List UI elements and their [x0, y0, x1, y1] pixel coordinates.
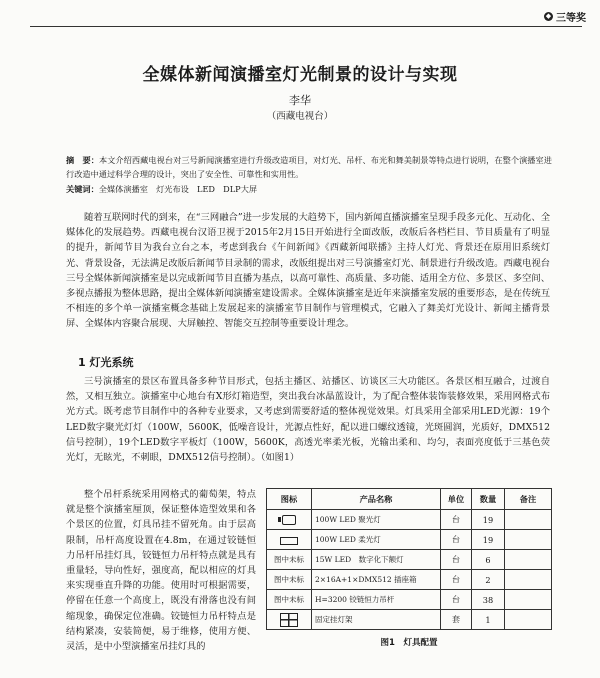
lighting-paragraph: 三号演播室的景区布置具备多种节目形式，包括主播区、站播区、访谈区三大功能区。各景区相互融合，过渡自然，又相互独立。演播室中心地台有X形灯箱造型，突出我台冰晶蓝设计，为了配合整体装饰装修效果，采用网格式布光方式。既考虑节目制作中的各种专业要求，又考虑到需要舒适的整体视觉效果。灯具采用全部采用LED光源：19个LED数字聚光灯灯（100W，5600K，低噪音设计，光源点性好，配以进口螺纹透镜，光斑圆润，光质好，DMX512信号控制），19个LED数字平板灯（100W，5600K，高透光率柔光板，光输出柔和、均匀，表面亮度低于三基色荧光灯，无眩光，不刺眼，DMX512信号控制）。（如图1）: [66, 376, 550, 464]
table-cell-unit: 套: [441, 610, 472, 630]
table-cell-icon: [267, 510, 312, 530]
table-header: 图标: [267, 489, 312, 510]
table-cell-qty: 1: [472, 610, 505, 630]
table-cell-unit: 台: [441, 510, 472, 530]
table-header: 单位: [441, 489, 472, 510]
table-cell-name: 15W LED 数字化下额灯: [312, 550, 441, 570]
table-row: [267, 570, 552, 590]
table-cell-qty: 6: [472, 550, 505, 570]
fixed-grid-icon: [280, 613, 298, 627]
table-cell-note: [505, 570, 552, 590]
table-cell-icon: 图中未标: [267, 570, 312, 590]
table-cell-note: [505, 530, 552, 550]
table-cell-name: 固定挂灯架: [312, 610, 441, 630]
hoist-paragraph: 整个吊杆系统采用网格式的葡萄架，特点就是整个演播室厘顶，保证整体造型效果和各个景区的位置，灯具吊挂不留死角。由于层高限制，吊杆高度设置在4.8m，在通过铰链恒力吊杆吊挂灯具，铰链恒力吊杆特点就是具有重量轻，导向性好，强度高，配以相应的灯具来实现垂直升降的功能。使用时可根据需要，停留在任意一个高度上，既没有滑落也没有间缩现象，确保定位准确。铰链恒力吊杆特点是结构紧凑，安装简便，易于维修，使用方便、灵活，是中小型演播室吊挂灯具的: [66, 489, 256, 653]
header-rule: [30, 26, 582, 27]
table-row: [267, 610, 552, 630]
table-cell-unit: 台: [441, 590, 472, 610]
table-row: [267, 590, 552, 610]
table-cell-note: [505, 610, 552, 630]
table-cell-name: H=3200 铰链恒力吊杆: [312, 590, 441, 610]
table-cell-icon: [267, 610, 312, 630]
table-header: 备注: [505, 489, 552, 510]
article-title: 全媒体新闻演播室灯光制景的设计与实现: [142, 65, 458, 85]
abstract-label: 摘 要：: [66, 155, 99, 165]
table-cell-name: 2×16A+1×DMX512 插座箱: [312, 570, 441, 590]
table-header: 数量: [472, 489, 505, 510]
table-cell-name: 100W LED 柔光灯: [312, 530, 441, 550]
table-row: [267, 530, 552, 550]
table-cell-qty: 2: [472, 570, 505, 590]
table-cell-qty: 19: [472, 530, 505, 550]
table-cell-icon: 图中未标: [267, 590, 312, 610]
award-badge-text: 三等奖: [556, 13, 586, 24]
table-cell-qty: 19: [472, 510, 505, 530]
table-cell-unit: 台: [441, 570, 472, 590]
section-heading: 1 灯光系统: [78, 356, 134, 369]
keywords-text: 全媒体演播室 灯光布设 LED DLP大屏: [98, 184, 258, 194]
article-author: 李华: [289, 94, 311, 107]
table-cell-name: 100W LED 聚光灯: [312, 510, 441, 530]
keywords: [66, 183, 552, 195]
table-caption: 图1 灯具配置: [380, 638, 438, 648]
led-spotlight-icon: [282, 515, 296, 525]
table-row: [267, 510, 552, 530]
abstract: [66, 153, 552, 181]
table-cell-note: [505, 510, 552, 530]
keywords-label: 关键词：: [66, 184, 99, 194]
table-cell-icon: [267, 530, 312, 550]
abstract-text: 本文介绍西藏电视台对三号新闻演播室进行升级改造项目，对灯光、吊杆、布光和舞美制景等特点进行说明，在整个演播室进行改造中通过科学合理的设计，突出了安全性、可靠性和实用性。: [66, 155, 552, 179]
circled-number-icon: ◆: [545, 12, 552, 20]
intro-paragraph: 随着互联网时代的到来，在“三网融合”进一步发展的大趋势下，国内新闻直播演播室呈现手段多元化、互动化、全媒体化的发展趋势。西藏电视台汉语卫视于2015年2月15日开始进行全面改版，改版后各档栏目、节目质量有了明显的提升，新闻节目为我台立台之本，考虑到我台《午间新闻》《西藏新闻联播》主持人灯光、背景还在原用旧系统灯光、背景设备，无法满足改版后新闻节目录制的需求，改版组提出对三号演播室灯光、制景进行升级改造。西藏电视台三号全媒体新闻演播室是以完成新闻节目直播为基点，以高可靠性、高质量、多功能、适用全方位、多景区、多空间、多视点播报为整体思路，提出全媒体新闻演播室建设需求。全媒体演播室是近年来演播室发展的重要形态，是在传统互不相连的多个单一演播室概念基础上发展起来的演播室节目制作与管理模式，它融入了舞美灯光设计、新闻主播背景屏、全媒体内容聚合展现、大屏触控、智能交互控制等重要设计理念。: [66, 212, 550, 330]
led-soft-light-icon: [280, 537, 298, 545]
table-header-row: [267, 489, 552, 510]
table-cell-unit: 台: [441, 550, 472, 570]
award-badge: [544, 9, 586, 24]
table-header: 产品名称: [312, 489, 441, 510]
equipment-table: [266, 488, 552, 630]
table-cell-icon: 图中未标: [267, 550, 312, 570]
article-affiliation: （西藏电视台）: [266, 111, 334, 122]
table-cell-note: [505, 590, 552, 610]
table-row: [267, 550, 552, 570]
table-cell-unit: 台: [441, 530, 472, 550]
table-cell-qty: 38: [472, 590, 505, 610]
table-cell-note: [505, 550, 552, 570]
